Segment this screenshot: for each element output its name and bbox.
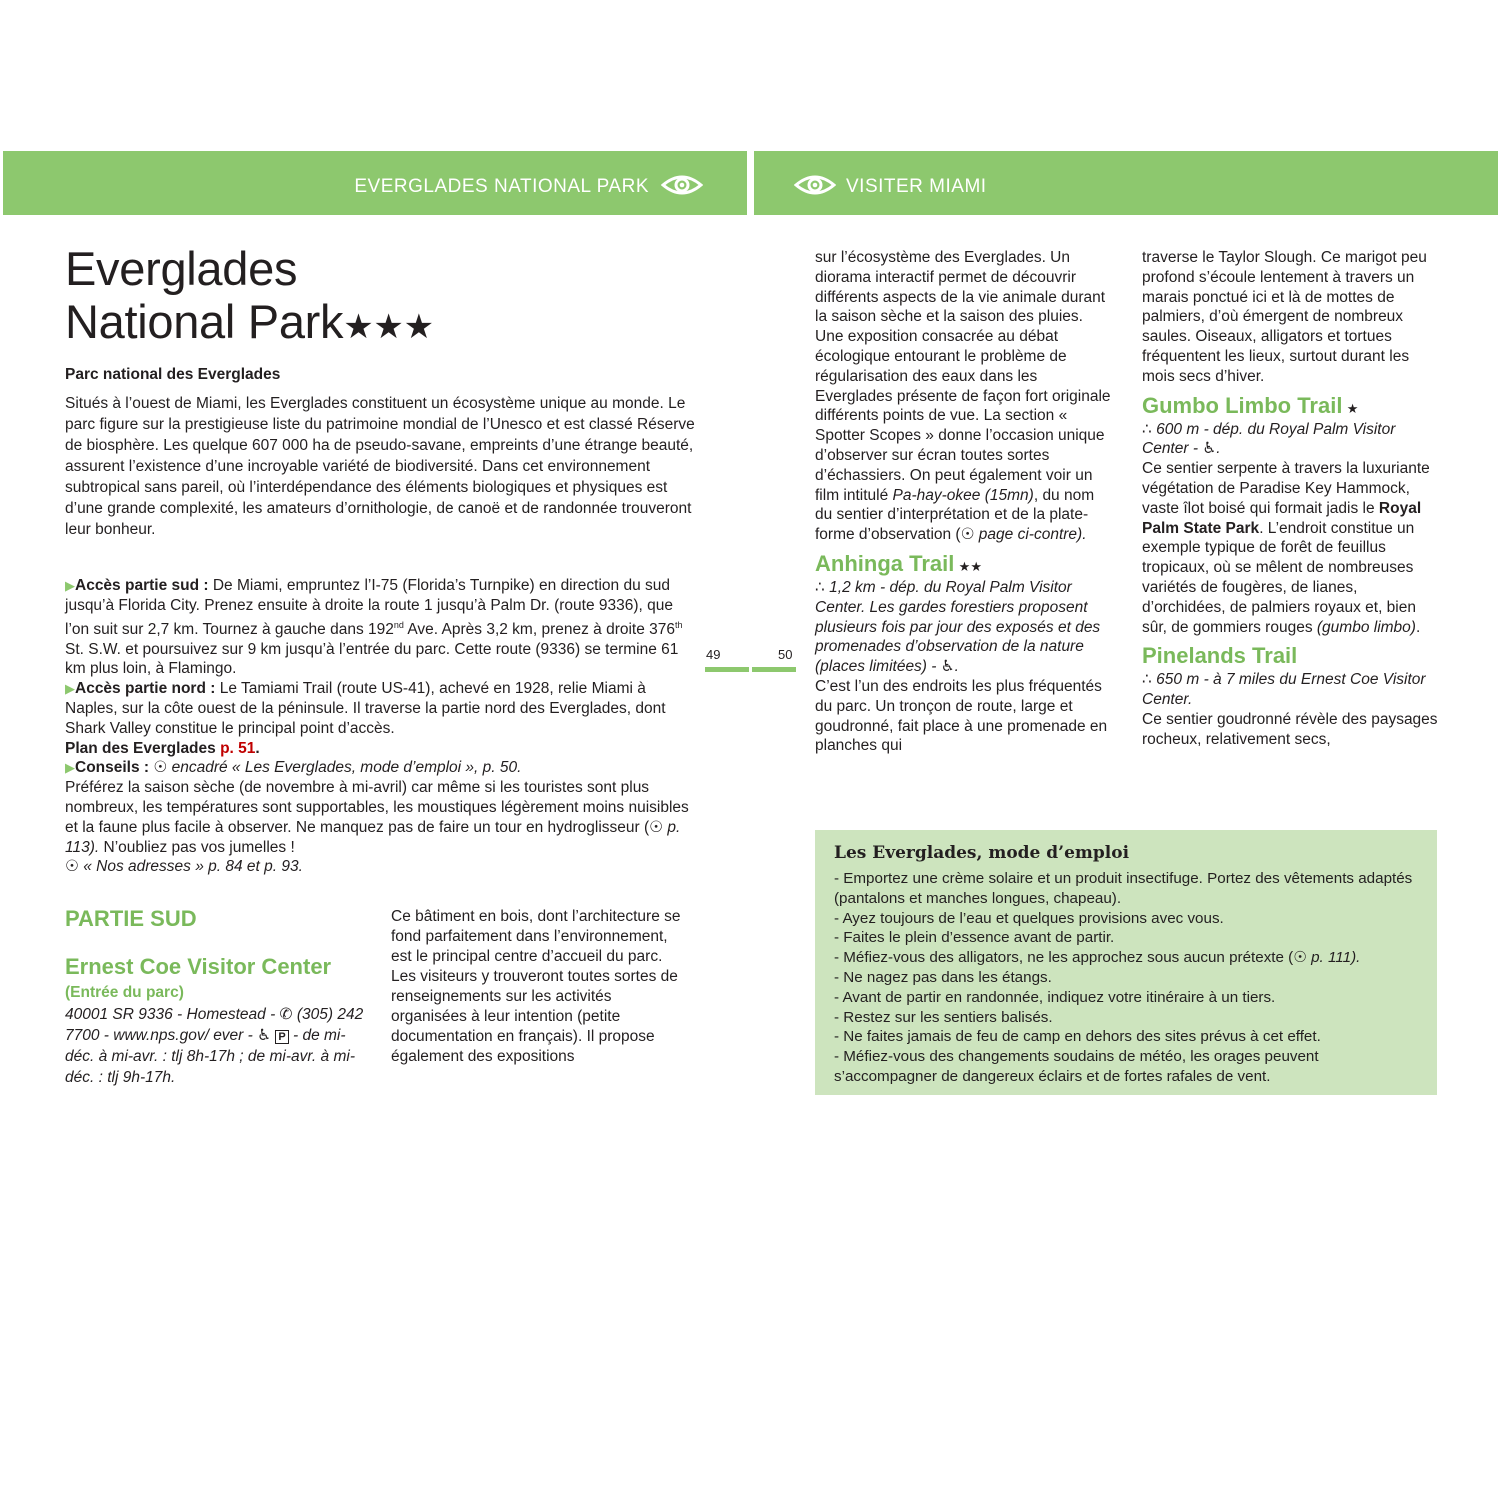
access-south-text: Ave. Après 3,2 km, prenez à droite 376 [403,620,676,638]
advice-ref: encadré « Les Everglades, mode d’emploi », p. 50. [167,759,522,777]
map-page-link[interactable]: p. 51 [220,739,256,757]
title-stars: ★★★ [343,308,434,346]
gumbo-bold: Royal Palm State Park [1142,499,1422,537]
wheelchair-icon: ♿ [940,658,955,676]
column-text: , du nom du sentier d’interprétation et de la plate-forme d’observation ( [815,486,1095,544]
see-reference-icon: ☉ [153,759,168,777]
triangle-icon: ▶ [65,681,75,697]
page-number-right: 50 [778,647,793,662]
eye-icon [794,172,836,194]
punct: . [255,739,260,757]
header-band-right [754,151,1498,215]
advice-text: N’oubliez pas vos jumelles ! [99,838,295,856]
page-bar-right [752,667,796,672]
anhinga-info-text: 1,2 km - dép. du Royal Palm Visitor Center. Les gardes forestiers proposent plusieurs fois par jour des exposés et des promenades d’observation de la nature (places limitées) - [815,578,1101,676]
list-item: - Ne faites jamais de feu de camp en dehors des sites prévus à cet effet. [834,1028,1321,1046]
advice-ref: p. 113). [65,818,681,856]
page-number-left: 49 [706,647,721,662]
see-reference-icon: ☉ [649,818,664,836]
advice-label: Conseils : [75,759,150,777]
superscript: th [675,619,683,630]
access-north-label: Accès partie nord : [75,680,216,698]
advice-text: Préférez la saison sèche (de novembre à mi-avril) car même si les touristes sont plus nombreux, les températures sont supportables, les moustiques légèrement moins nuisibles et la faune plus facile à observer. Ne manquez pas de faire un tour en hydroglisseur ( [65,779,689,836]
gumbo-stars: ★ [1346,400,1359,416]
parking-icon: P [275,1030,288,1044]
gumbo-title: Gumbo Limbo Trail [1142,392,1343,418]
anhinga-heading [815,550,1115,578]
advice [65,758,695,877]
wheelchair-icon: ♿ [257,1027,272,1044]
film-title: Pa-hay-okee (15mn) [892,486,1034,504]
address-text: 40001 SR 9336 - Homestead - [65,1006,280,1023]
intro-paragraph: Situés à l’ouest de Miami, les Everglades constituent un écosystème unique au monde. Le parc figure sur la prestigieuse liste du patrimoine mondial de l’Unesco et est classé Réserve de biosphère. Les quelque 607 000 ha de pseudo-savane, empreints d’une étrange beauté, assurent l’existence d’une incroyable variété de biodiversité. Dans cet environnement subtropical sans pareil, où l’interdépendance des éléments biologiques et physiques est d’une grande complexité, les amateurs d’ornithologie, de canoë et de randonnée trouveront leur bonheur. [65,395,695,538]
footprints-icon: ∴ [815,578,825,596]
footprints-icon: ∴ [1142,420,1152,438]
list-item: - Faites le plein d’essence avant de partir. [834,929,1115,947]
map-reference-label: Plan des Everglades [65,739,221,757]
see-reference-icon: ☉ [1293,949,1307,967]
ernest-coe-description: Ce bâtiment en bois, dont l’architecture se fond parfaitement dans l’environnement, est le principal centre d’accueil du parc. Les visiteurs y trouveront toutes sortes de renseignements sur les activités organisées à leur intention (petite documentation en français). Il propose également des expositions [391,908,681,1065]
gumbo-text-part: Ce sentier serpente à travers la luxuriante végétation de Paradise Key Hammock, vaste îlot boisé qui formait jadis le [1142,460,1430,517]
title-line2: National Park [65,295,344,348]
access-north [65,679,695,738]
column-4 [1142,248,1442,750]
access-south-text: St. S.W. et poursuivez sur 9 km jusqu’à l’entrée du parc. Cette route (9336) se termine 61 km plus loin, à Flamingo. [65,640,679,678]
pinelands-info [1142,670,1442,710]
header-band-left [3,151,747,215]
gumbo-info [1142,420,1442,460]
list-item-text: - Méfiez-vous des alligators, ne les approchez sous aucun prétexte ( [834,949,1294,967]
footprints-icon: ∴ [1142,671,1152,689]
header-left-label: EVERGLADES NATIONAL PARK [354,176,649,197]
pinelands-info-text: 650 m - à 7 miles du Ernest Coe Visitor Center. [1142,671,1426,709]
pinelands-text: Ce sentier goudronné révèle des paysages rocheux, relativement secs, [1142,710,1438,748]
list-item: - Méfiez-vous des changements soudains de météo, les orages peuvent s’accompagner de dangereux éclairs et de fortes rafales de vent. [834,1048,1319,1085]
list-item: - Ayez toujours de l’eau et quelques provisions avec vous. [834,909,1224,927]
addresses-ref: « Nos adresses » p. 84 et p. 93. [78,858,303,876]
heading-ernest-coe: Ernest Coe Visitor Center [65,954,332,979]
wheelchair-icon: ♿ [1202,440,1217,458]
address-text: (305) 242 7700 - www.nps.gov/ ever - [65,1006,364,1044]
list-item: - Restez sur les sentiers balisés. [834,1008,1053,1026]
phone-icon: ✆ [279,1006,293,1023]
access-north-text: Le Tamiami Trail (route US-41), achevé en 1928, relie Miami à Naples, sur la côte ouest de la péninsule. Il traverse la partie nord des Everglades, dont Shark Valley constitue le principal point d’accès. [65,680,666,737]
gumbo-info-text: 600 m - dép. du Royal Palm Visitor Center - [1142,420,1396,458]
gumbo-heading [1142,392,1442,420]
page-title [65,242,434,354]
tips-title: Les Everglades, mode d’emploi [834,843,1130,863]
gumbo-text-part: . L’endroit constitue un exemple typique de forêt de feuillus tropicaux, où se mêlent de nombreuses variétés de fougères, de lianes, d’orchidées, de palmiers royaux et, bien sûr, de gommiers rouges [1142,519,1416,636]
ernest-coe-address [65,1004,365,1088]
list-item: - Emportez une crème solaire et un produit insectifuge. Portez des vêtements adaptés (pantalons et manches longues, chapeau). [834,870,1413,907]
punct: . [1216,440,1221,458]
pinelands-title: Pinelands Trail [1142,643,1298,669]
column-text: sur l’écosystème des Everglades. Un diorama interactif permet de découvrir différents aspects de la vie animale durant la saison sèche et la saison des pluies. Une exposition consacrée au débat écologique entourant le problème de régularisation des eaux dans les Everglades présente de façon fort originale différents points de vue. La section « Spotter Scopes » donne l’occasion unique d’observer sur écran toutes sortes d’échassiers. On peut également voir un film intitulé [815,249,1111,504]
superscript: nd [393,619,404,630]
map-reference [65,739,695,759]
tips-list [834,869,1418,1087]
gumbo-italic: (gumbo limbo) [1316,618,1416,636]
ernest-coe-subtitle: (Entrée du parc) [65,984,184,1001]
anhinga-info [815,578,1115,677]
access-info [65,576,695,877]
gumbo-text [1142,459,1442,637]
punct: . [1415,618,1421,636]
column-3 [815,248,1115,756]
page-bar-left [705,667,749,672]
anhinga-title: Anhinga Trail [815,550,955,576]
access-south-text: De Miami, empruntez l’I-75 (Florida’s Turnpike) en direction du sud jusqu’à Florida City. Prenez ensuite à droite la route 1 jusqu’à Palm Dr. (route 9336), que l’on suit sur 2,7 km. Tournez à gauche dans 192 [65,577,673,638]
punct: . [954,658,959,676]
access-south-label: Accès partie sud : [75,577,209,594]
access-south [65,576,695,679]
list-item [834,948,1418,968]
reference: page ci-contre). [974,526,1087,544]
triangle-icon: ▶ [65,578,75,593]
see-reference-icon: ☉ [960,526,975,544]
list-item: - Ne nagez pas dans les étangs. [834,968,1052,986]
tips-box [815,830,1437,1095]
header-right-label: VISITER MIAMI [846,176,987,197]
anhinga-stars: ★★ [958,558,982,574]
triangle-icon: ▶ [65,760,75,776]
address-text: - de mi-déc. à mi-avr. : tlj 8h-17h ; de mi-avr. à mi-déc. : tlj 9h-17h. [65,1027,355,1086]
anhinga-text: C’est l’un des endroits les plus fréquentés du parc. Un tronçon de route, large et goudronné, fait place à une promenade en planches qui [815,677,1108,755]
see-reference-icon: ☉ [65,858,79,876]
section-heading-partie-sud: PARTIE SUD [65,906,197,931]
subtitle: Parc national des Everglades [65,366,281,383]
list-item: - Avant de partir en randonnée, indiquez votre itinéraire à un tiers. [834,988,1276,1006]
eye-icon [661,172,703,194]
column-text: traverse le Taylor Slough. Ce marigot peu profond s’écoule lentement à travers un marais ponctué ici et là de mottes de palmiers, d’où émergent de nombreux saules. Oiseaux, alligators et tortues fréquentent les lieux, surtout durant les mois secs d’hiver. [1142,249,1427,385]
title-line1: Everglades [65,242,298,295]
reference: p. 111). [1306,949,1361,967]
